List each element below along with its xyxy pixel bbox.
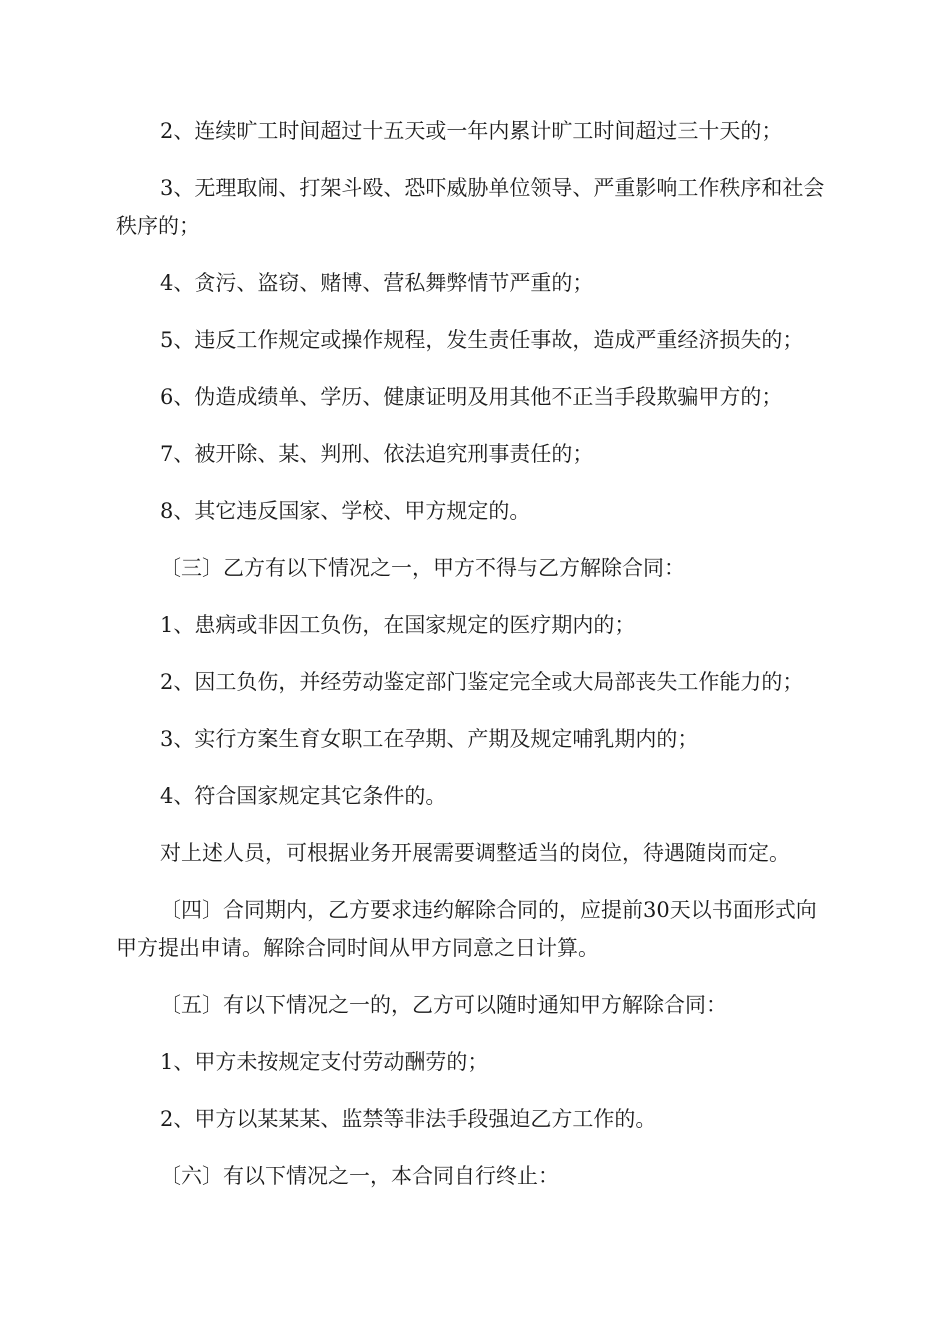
paragraph-item-6-forgery: 6、伪造成绩单、学历、健康证明及用其他不正当手段欺骗甲方的； xyxy=(160,385,783,409)
paragraph-s3-item-3: 3、实行方案生育女职工在孕期、产期及规定哺乳期内的； xyxy=(160,727,699,751)
paragraph-item-7-criminal: 7、被开除、某、判刑、依法追究刑事责任的； xyxy=(160,442,594,466)
paragraph-item-3-disorder: 3、无理取闹、打架斗殴、恐吓威胁单位领导、严重影响工作秩序和社会秩序的； xyxy=(116,176,825,238)
paragraph-s3-item-4: 4、符合国家规定其它条件的。 xyxy=(160,784,447,808)
paragraph-item-2-absenteeism: 2、连续旷工时间超过十五天或一年内累计旷工时间超过三十天的； xyxy=(160,119,783,143)
paragraph-item-5-violation: 5、违反工作规定或操作规程，发生责任事故，造成严重经济损失的； xyxy=(160,328,804,352)
paragraph-s3-note: 对上述人员，可根据业务开展需要调整适当的岗位，待遇随岗而定。 xyxy=(160,841,790,865)
paragraph-section-4: 〔四〕合同期内，乙方要求违约解除合同的，应提前30天以书面形式向甲方提出申请。解除合同时间从甲方同意之日计算。 xyxy=(116,898,817,960)
paragraph-s5-item-2: 2、甲方以某某某、监禁等非法手段强迫乙方工作的。 xyxy=(160,1107,657,1131)
paragraph-s3-item-1: 1、患病或非因工负伤，在国家规定的医疗期内的； xyxy=(160,613,636,637)
paragraph-section-3-heading: 〔三〕乙方有以下情况之一，甲方不得与乙方解除合同： xyxy=(160,556,685,580)
paragraph-s3-item-2: 2、因工负伤，并经劳动鉴定部门鉴定完全或大局部丧失工作能力的； xyxy=(160,670,804,694)
paragraph-item-8-other: 8、其它违反国家、学校、甲方规定的。 xyxy=(160,499,531,523)
paragraph-section-6-heading: 〔六〕有以下情况之一，本合同自行终止： xyxy=(160,1164,559,1188)
paragraph-item-4-corruption: 4、贪污、盗窃、赌博、营私舞弊情节严重的； xyxy=(160,271,594,295)
paragraph-s5-item-1: 1、甲方未按规定支付劳动酬劳的； xyxy=(160,1050,489,1074)
document-body xyxy=(116,112,830,1214)
paragraph-section-5-heading: 〔五〕有以下情况之一的，乙方可以随时通知甲方解除合同： xyxy=(160,993,727,1017)
